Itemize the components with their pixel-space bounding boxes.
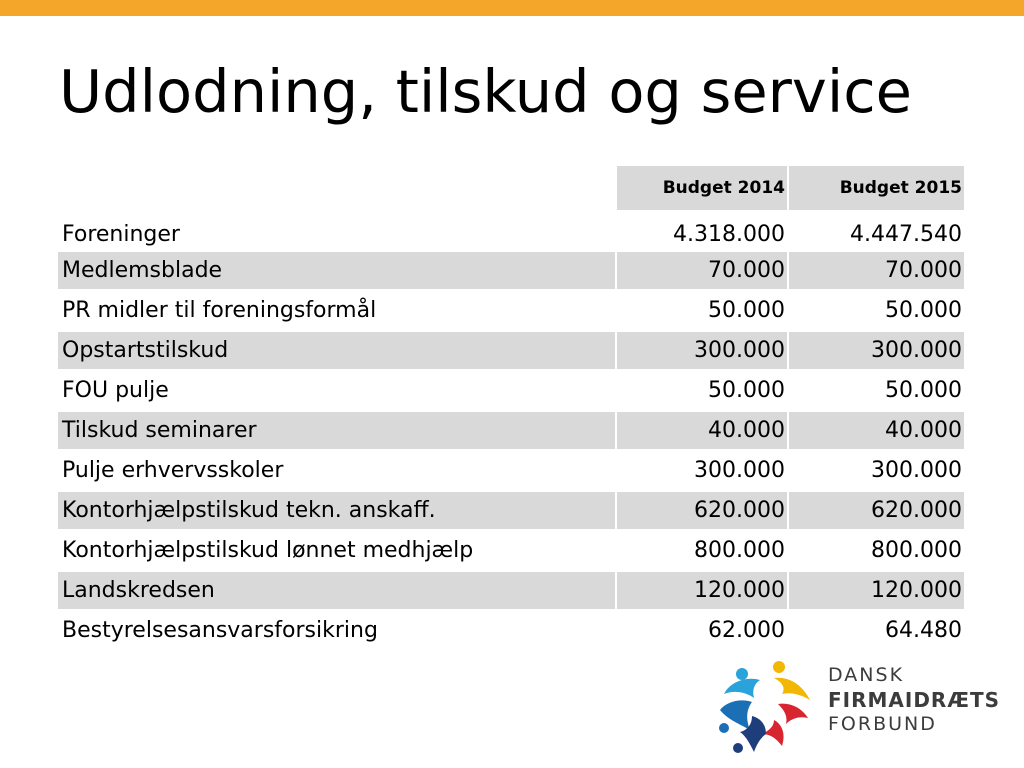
row-label: FOU pulje (62, 377, 169, 403)
row-budget-2015: 50.000 (788, 290, 964, 330)
logo-wordmark (828, 666, 1000, 739)
table-row (58, 330, 964, 370)
row-budget-2014: 4.318.000 (616, 210, 788, 250)
row-budget-2014: 300.000 (616, 450, 788, 490)
header-budget-2015: Budget 2015 (788, 166, 964, 210)
row-budget-2014: 120.000 (616, 570, 788, 610)
table-row (58, 210, 964, 250)
table-row (58, 570, 964, 610)
logo-line-firmaidraets: FIRMAIDRÆTS (828, 688, 1001, 712)
row-label: Tilskud seminarer (58, 410, 616, 450)
dff-logo (716, 654, 1006, 754)
row-label: Kontorhjælpstilskud tekn. anskaff. (58, 490, 616, 530)
row-budget-2015: 300.000 (788, 330, 964, 370)
table-row (58, 490, 964, 530)
row-label: Bestyrelsesansvarsforsikring (62, 618, 378, 644)
row-label: Opstartstilskud (58, 330, 616, 370)
header-budget-2014: Budget 2014 (616, 166, 788, 210)
stylized-figures-star-icon (716, 654, 816, 754)
row-budget-2014: 800.000 (616, 530, 788, 570)
table-row (58, 530, 964, 570)
logo-line-forbund: FORBUND (828, 713, 937, 735)
row-budget-2014: 62.000 (616, 610, 788, 650)
table-row (58, 610, 964, 650)
row-label: PR midler til foreningsformål (62, 297, 377, 323)
table-row (58, 250, 964, 290)
row-budget-2014: 620.000 (616, 490, 788, 530)
slide-title: Udlodning, tilskud og service (59, 57, 912, 126)
row-budget-2015: 50.000 (788, 370, 964, 410)
row-budget-2015: 4.447.540 (788, 210, 964, 250)
row-budget-2014: 40.000 (616, 410, 788, 450)
budget-table (58, 166, 964, 650)
header-blank-cell (58, 166, 616, 210)
row-budget-2014: 70.000 (616, 250, 788, 290)
top-accent-bar (0, 0, 1024, 16)
table-row (58, 410, 964, 450)
row-budget-2015: 800.000 (788, 530, 964, 570)
table-row (58, 370, 964, 410)
logo-line-dansk: DANSK (828, 664, 905, 686)
table-row (58, 290, 964, 330)
row-budget-2014: 300.000 (616, 330, 788, 370)
row-budget-2014: 50.000 (616, 370, 788, 410)
row-budget-2015: 120.000 (788, 570, 964, 610)
row-label: Medlemsblade (58, 250, 616, 290)
row-budget-2015: 300.000 (788, 450, 964, 490)
row-label: Foreninger (62, 221, 180, 247)
row-label: Landskredsen (58, 570, 616, 610)
row-label: Pulje erhvervsskoler (62, 457, 284, 483)
row-budget-2015: 70.000 (788, 250, 964, 290)
row-budget-2014: 50.000 (616, 290, 788, 330)
row-budget-2015: 64.480 (788, 610, 964, 650)
row-budget-2015: 620.000 (788, 490, 964, 530)
row-budget-2015: 40.000 (788, 410, 964, 450)
table-row (58, 450, 964, 490)
row-label: Kontorhjælpstilskud lønnet medhjælp (62, 537, 474, 563)
table-header-row (58, 166, 964, 210)
